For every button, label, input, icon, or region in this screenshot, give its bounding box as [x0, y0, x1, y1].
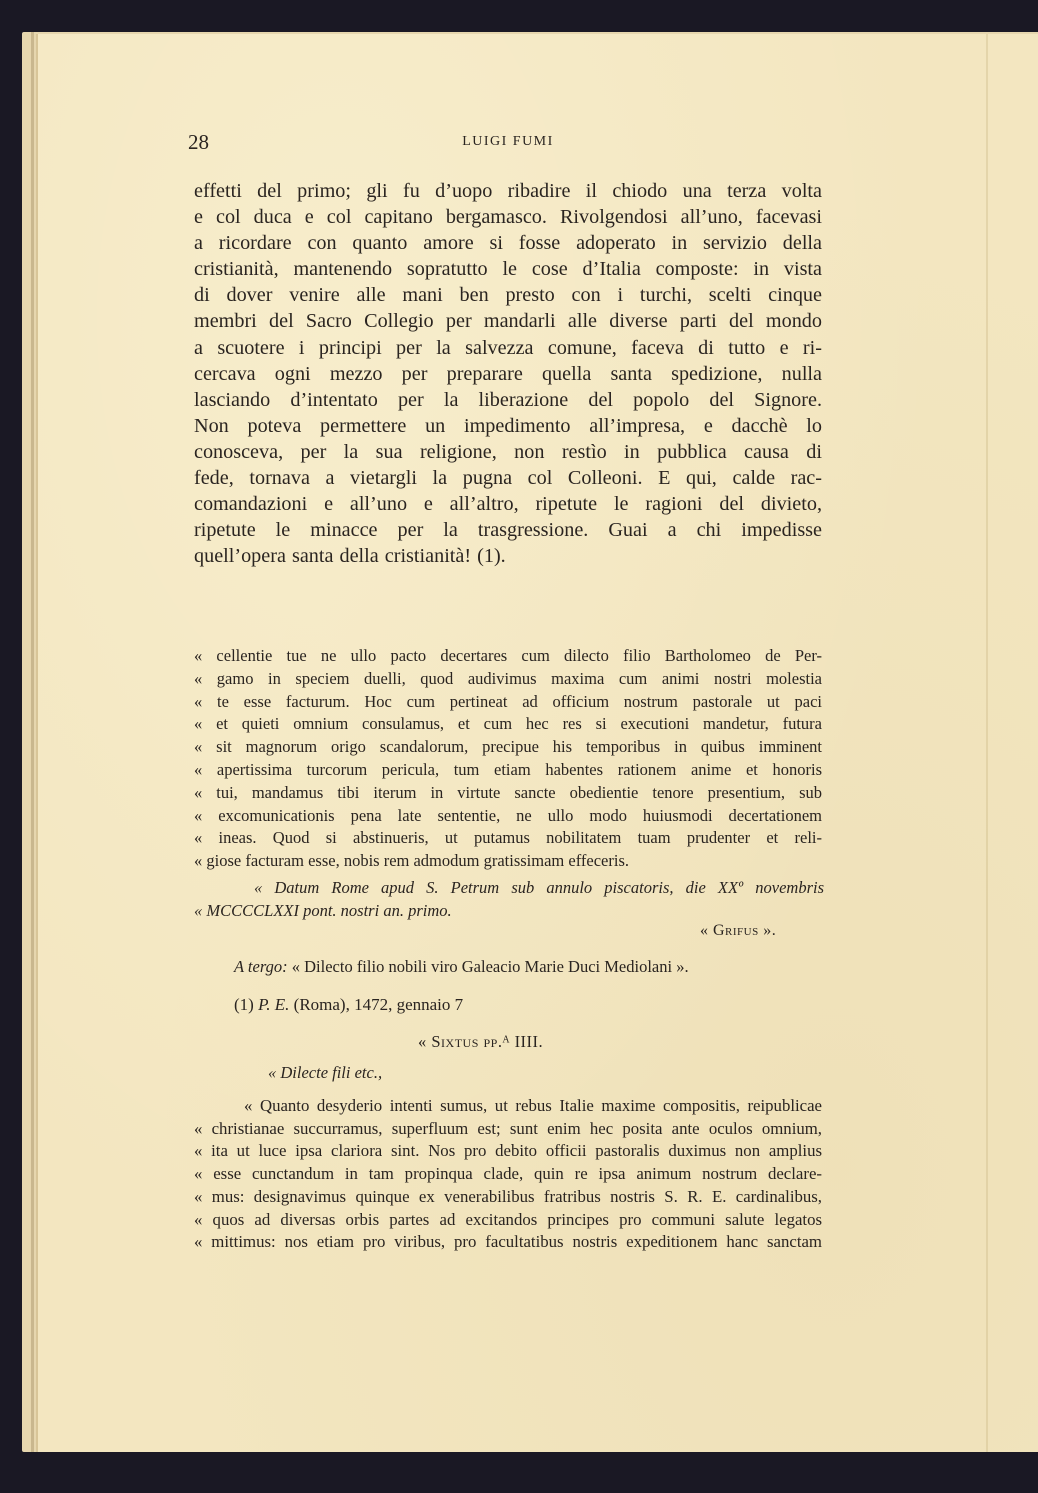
- running-head: [188, 130, 828, 154]
- footnote-line: « christianae succurramus, superfluum est; sunt enim hec posita ante oculos omnium,: [194, 1118, 822, 1138]
- text-line: lasciando d’intentato per la liberazione del popolo del Signore.: [194, 388, 822, 411]
- footnote-marker: (1): [234, 995, 254, 1014]
- text-line: cercava ogni mezzo per preparare quella santa spedizione, nulla: [194, 362, 822, 385]
- dating-line: « MCCCCLXXI pont. nostri an. primo.: [194, 900, 452, 920]
- running-title: LUIGI FUMI: [462, 134, 554, 149]
- quote-line: « excomunicationis pena late sententie, ne ullo modo huiusmodi decertationem: [194, 805, 822, 825]
- quote-line: « apertissima turcorum pericula, tum etiam habentes rationem anime et honoris: [194, 759, 822, 779]
- quote-line: « gamo in speciem duelli, quod audivimus maxima cum animi nostri molestia: [194, 668, 822, 688]
- quote-line: « tui, mandamus tibi iterum in virtute sancte obedientie tenore presentium, sub: [194, 782, 822, 802]
- text-line: e col duca e col capitano bergamasco. Rivolgendosi all’uno, facevasi: [194, 206, 822, 229]
- text-line: effetti del primo; gli fu d’uopo ribadire il chiodo una terza volta: [194, 180, 822, 202]
- main-paragraph: [194, 178, 822, 569]
- text-line: conosceva, per la sua religione, non restìo in pubblica causa di: [194, 440, 822, 463]
- text-line: di dover venire alle mani ben presto con i turchi, scelti cinque: [194, 284, 822, 307]
- text-line: cristianità, mantenendo sopratutto le cose d’Italia composte: in vista: [194, 258, 822, 281]
- quote-line: « et quieti omnium consulamus, et cum hec res si executioni mandetur, futura: [194, 714, 822, 734]
- footnote-salutation: « Dilecte fili etc.,: [268, 1063, 383, 1082]
- dating-line: « Datum Rome apud S. Petrum sub annulo piscatoris, die XXº novembris: [254, 878, 824, 897]
- quote-line: « ineas. Quod si abstinueris, ut putamus nobilitatem tuam prudenter et reli-: [194, 828, 822, 848]
- tergo-text: « Dilecto filio nobili viro Galeacio Marie Duci Mediolani ».: [291, 957, 689, 976]
- address-on-back: [234, 957, 689, 977]
- quote-line: « sit magnorum origo scandalorum, precipue his temporibus in quibus imminent: [194, 737, 822, 757]
- latin-letter-quote: [194, 645, 822, 873]
- footnote-line: « esse cunctandum in tam propinqua clade, quin re ipsa animum nostrum declare-: [194, 1164, 822, 1184]
- letter-signature: « Grifus ».: [700, 922, 777, 939]
- text-line: quell’opera santa della cristianità! (1).: [194, 545, 506, 568]
- text-line: ripetute le minacce per la trasgressione. Guai a chi impedisse: [194, 519, 822, 542]
- quote-line: « giose facturam esse, nobis rem admodum gratissimam effeceris.: [194, 851, 629, 871]
- letter-dating: [194, 877, 824, 923]
- text-line: Non poteva permettere un impedimento all’impresa, e dacchè lo: [194, 414, 822, 437]
- footnote-line: « mittimus: nos etiam pro viribus, pro facultatibus nostris expeditionem hanc sanctam: [194, 1232, 822, 1252]
- footnote-line: « ita ut luce ipsa clariora sint. Nos pro debito officii pastoralis duximus non amplius: [194, 1141, 822, 1161]
- text-line: comandazioni e all’uno e all’altro, ripetute le ragioni del divieto,: [194, 493, 822, 516]
- footnote-line: « mus: designavimus quinque ex venerabilibus fratribus nostris S. R. E. cardinalibus,: [194, 1186, 822, 1206]
- quote-line: « te esse facturum. Hoc cum pertineat ad officium nostrum pastorale ut paci: [194, 691, 822, 711]
- footnote-source: P. E.: [258, 995, 290, 1014]
- text-line: fede, tornava a vietargli la pugna col Colleoni. E qui, calde rac-: [194, 467, 822, 490]
- text-line: membri del Sacro Collegio per mandarli alle diverse parti del mondo: [194, 310, 822, 333]
- page-fold-line: [986, 34, 988, 1452]
- footnote-line: « quos ad diversas orbis partes ad excitandos principes pro communi salute legatos: [194, 1209, 822, 1229]
- page-number: 28: [188, 130, 209, 154]
- footnote-heading: [234, 995, 463, 1015]
- tergo-label: A tergo:: [234, 957, 288, 976]
- quote-line: « cellentie tue ne ullo pacto decertares cum dilecto filio Bartholomeo de Per-: [194, 646, 822, 665]
- footnote-sender: « Sixtus pp.ᴬ IIII.: [418, 1032, 544, 1051]
- footnote-place-date: (Roma), 1472, gennaio 7: [293, 995, 464, 1014]
- text-line: a scuotere i principi per la salvezza comune, faceva di tutto e ri-: [194, 336, 822, 359]
- text-line: a ricordare con quanto amore si fosse adoperato in servizio della: [194, 232, 822, 255]
- footnote-line: « Quanto desyderio intenti sumus, ut rebus Italie maxime compositis, reipublicae: [244, 1096, 822, 1115]
- footnote-letter: [194, 1095, 822, 1254]
